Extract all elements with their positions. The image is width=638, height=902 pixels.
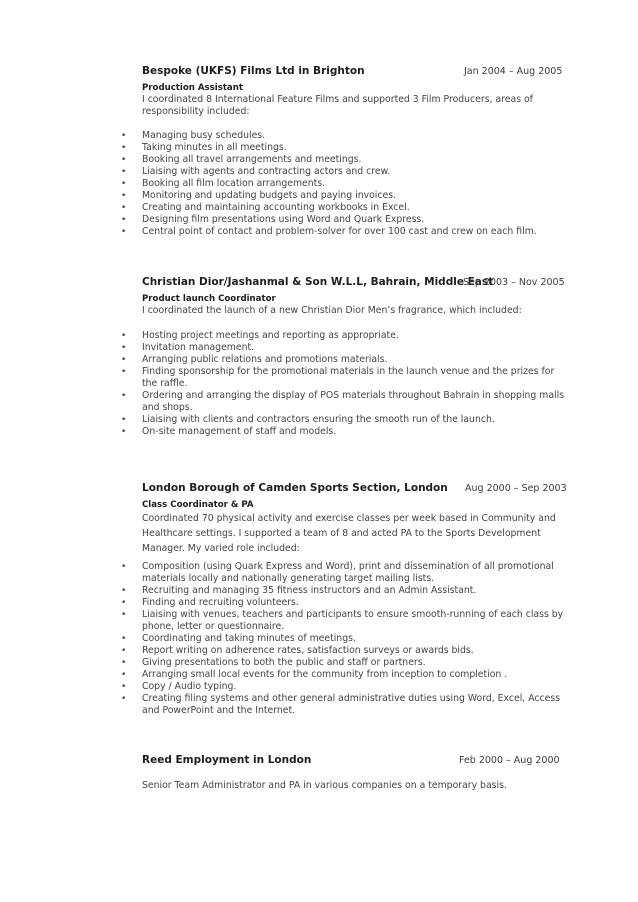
job-header (142, 276, 566, 292)
bullet-icon: • (121, 427, 127, 437)
company-name: Christian Dior/Jashanmal & Son W.L.L, Bahrain, Middle East (142, 276, 494, 288)
list-item: • Liaising with clients and contractors ensuring the smooth run of the launch. (121, 414, 495, 425)
list-item: • Recruiting and managing 35 fitness instructors and an Admin Assistant. (121, 585, 477, 596)
bullet-icon: • (121, 343, 127, 353)
job-role: Production Assistant (142, 83, 243, 93)
company-name: Bespoke (UKFS) Films Ltd in Brighton (142, 65, 365, 77)
job-dates: Feb 2000 – Aug 2000 (459, 755, 560, 766)
list-item: • Managing busy schedules. (121, 130, 266, 141)
list-item: • Giving presentations to both the public and staff or partners. (121, 657, 426, 668)
bullet-icon: • (121, 131, 127, 141)
bullet-icon: • (121, 367, 127, 377)
bullet-icon: • (121, 658, 127, 668)
bullet-icon: • (121, 155, 127, 165)
job-header (142, 482, 566, 498)
job-description: Coordinated 70 physical activity and exercise classes per week based in Community and Healthcare settings. I supported a team of 8 and acted PA to the Sports Development Manager. My varied role included: (142, 513, 556, 554)
bullet-icon: • (121, 355, 127, 365)
list-item: • Copy / Audio typing. (121, 681, 237, 692)
job-entry-reed (142, 754, 566, 792)
list-item: • Booking all travel arrangements and meetings. (121, 154, 362, 165)
list-item: • Monitoring and updating budgets and paying invoices. (121, 190, 397, 201)
list-item: • Designing film presentations using Word and Quark Express. (121, 214, 425, 225)
list-item: • Creating filing systems and other general administrative duties using Word, Excel, Access and PowerPoint and the Internet. (121, 693, 561, 716)
job-role: Class Coordinator & PA (142, 500, 254, 510)
bullet-icon: • (121, 167, 127, 177)
job-header (142, 65, 566, 81)
responsibility-list (0, 130, 566, 238)
company-name: Reed Employment in London (142, 754, 312, 766)
responsibility-list (0, 330, 566, 438)
job-entry-camden (142, 482, 566, 556)
bullet-icon: • (121, 598, 127, 608)
job-dates: Aug 2000 – Sep 2003 (465, 483, 567, 494)
bullet-icon: • (121, 179, 127, 189)
list-item: • Ordering and arranging the display of POS materials throughout Bahrain in shopping malls and shops. (121, 390, 565, 413)
bullet-icon: • (121, 415, 127, 425)
bullet-icon: • (121, 143, 127, 153)
list-item: • Hosting project meetings and reporting as appropriate. (121, 330, 399, 341)
list-item: • Liaising with agents and contracting actors and crew. (121, 166, 391, 177)
list-item: • Finding and recruiting volunteers. (121, 597, 299, 608)
job-dates: Sep 2003 – Nov 2005 (463, 277, 565, 288)
bullet-icon: • (121, 586, 127, 596)
bullet-icon: • (121, 610, 127, 620)
job-entry-dior (142, 276, 566, 317)
list-item: • On-site management of staff and models. (121, 426, 337, 437)
bullet-icon: • (121, 215, 127, 225)
bullet-icon: • (121, 682, 127, 692)
list-item: • Report writing on adherence rates, satisfaction surveys or awards bids. (121, 645, 474, 656)
list-item: • Taking minutes in all meetings. (121, 142, 287, 153)
job-entry-bespoke (142, 65, 566, 118)
bullet-icon: • (121, 562, 127, 572)
list-item: • Finding sponsorship for the promotional materials in the launch venue and the prizes for the raffle. (121, 366, 555, 389)
bullet-icon: • (121, 203, 127, 213)
bullet-icon: • (121, 634, 127, 644)
list-item: • Composition (using Quark Express and Word), print and dissemination of all promotional materials locally and nationally generating target mailing lists. (121, 561, 554, 584)
list-item: • Coordinating and taking minutes of meetings. (121, 633, 356, 644)
job-header (142, 754, 566, 770)
list-item: • Creating and maintaining accounting workbooks in Excel. (121, 202, 410, 213)
list-item: • Arranging small local events for the community from inception to completion . (121, 669, 508, 680)
bullet-icon: • (121, 694, 127, 704)
bullet-icon: • (121, 191, 127, 201)
responsibility-list (0, 561, 566, 717)
list-item: • Booking all film location arrangements. (121, 178, 326, 189)
bullet-icon: • (121, 670, 127, 680)
job-description: Senior Team Administrator and PA in various companies on a temporary basis. (142, 780, 507, 791)
bullet-icon: • (121, 227, 127, 237)
job-description: I coordinated the launch of a new Christian Dior Men’s fragrance, which included: (142, 305, 522, 316)
bullet-icon: • (121, 391, 127, 401)
list-item: • Invitation management. (121, 342, 255, 353)
job-dates: Jan 2004 – Aug 2005 (464, 66, 563, 77)
bullet-icon: • (121, 331, 127, 341)
list-item: • Liaising with venues, teachers and participants to ensure smooth-running of each class by phone, letter or questionnaire. (121, 609, 564, 632)
job-description: I coordinated 8 International Feature Films and supported 3 Film Producers, areas of responsibility included: (142, 94, 533, 117)
job-role: Product launch Coordinator (142, 294, 276, 304)
list-item: • Central point of contact and problem-solver for over 100 cast and crew on each film. (121, 226, 537, 237)
company-name: London Borough of Camden Sports Section, London (142, 482, 448, 494)
list-item: • Arranging public relations and promotions materials. (121, 354, 388, 365)
bullet-icon: • (121, 646, 127, 656)
